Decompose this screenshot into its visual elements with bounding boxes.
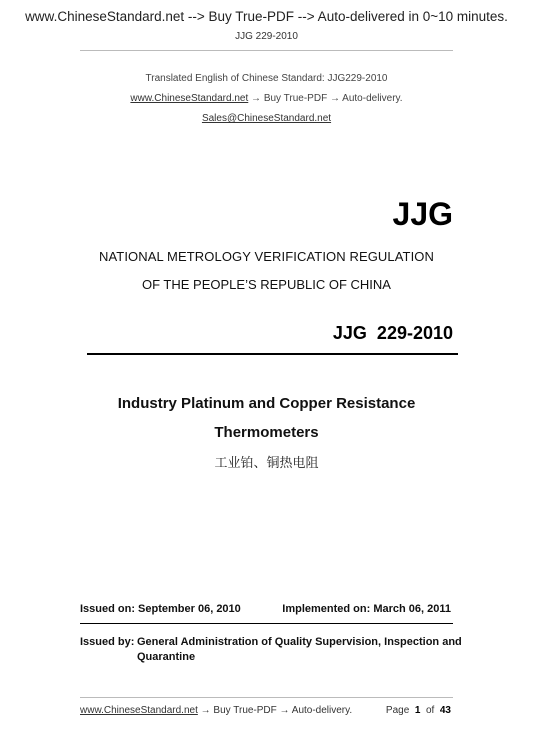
email-line bbox=[0, 113, 533, 124]
dates-divider bbox=[80, 623, 453, 624]
issuer-label: Issued by: bbox=[80, 636, 135, 648]
series-code: JJG bbox=[392, 196, 453, 232]
page-total: 43 bbox=[439, 705, 451, 716]
implemented-on-date: Implemented on: March 06, 2011 bbox=[282, 603, 451, 615]
site-link[interactable]: www.ChineseStandard.net bbox=[130, 93, 249, 104]
document-title-chinese: 工业铂、铜热电阻 bbox=[214, 456, 319, 471]
footer-divider bbox=[80, 697, 453, 698]
top-banner: www.ChineseStandard.net --> Buy True-PDF --> Auto-delivered in 0~10 minutes. bbox=[25, 9, 508, 24]
footer-site-link[interactable]: www.ChineseStandard.net bbox=[80, 705, 198, 716]
issuer-name-line1: General Administration of Quality Supervision, Inspection and bbox=[137, 636, 462, 648]
regulation-title-line2: OF THE PEOPLE’S REPUBLIC OF CHINA bbox=[142, 277, 391, 292]
issued-on-date: Issued on: September 06, 2010 bbox=[80, 603, 241, 615]
header-divider bbox=[80, 50, 453, 51]
issuer-name-line2: Quarantine bbox=[137, 651, 196, 663]
footer-purchase-text: → Buy True-PDF → Auto-delivery. bbox=[197, 705, 353, 716]
document-title-line1: Industry Platinum and Copper Resistance bbox=[117, 395, 416, 412]
purchase-line bbox=[0, 93, 533, 104]
page-label: Page bbox=[385, 705, 410, 716]
footer-purchase-line bbox=[80, 705, 352, 716]
page-of: of bbox=[425, 705, 435, 716]
translation-note: Translated English of Chinese Standard: JJG229-2010 bbox=[145, 73, 388, 84]
document-title-line2: Thermometers bbox=[214, 424, 319, 441]
purchase-text: → Buy True-PDF → Auto-delivery. bbox=[248, 93, 403, 104]
page-indicator bbox=[386, 705, 451, 716]
regulation-title-line1: NATIONAL METROLOGY VERIFICATION REGULATION bbox=[98, 249, 435, 264]
standard-number: JJG 229-2010 bbox=[332, 323, 453, 343]
title-divider bbox=[87, 353, 458, 355]
email-link[interactable]: Sales@ChineseStandard.net bbox=[201, 113, 332, 124]
header-doc-ref: JJG 229-2010 bbox=[235, 31, 298, 42]
page-current: 1 bbox=[414, 705, 421, 716]
